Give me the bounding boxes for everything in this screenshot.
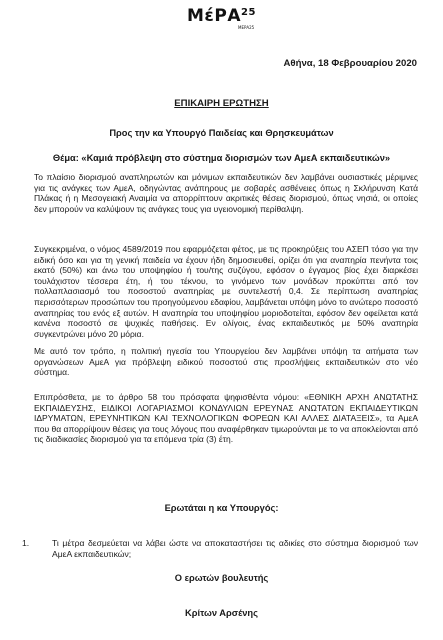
- subject-line: Θέμα: «Καμιά πρόβλεψη στο σύστημα διορισμών των ΑμεΑ εκπαιδευτικών»: [52, 153, 391, 163]
- body-paragraph-2: Συγκεκριμένα, ο νόμος 4589/2019 που εφαρμόζεται φέτος, με τις προκηρύξεις του ΑΣΕΠ τόσο για την ειδική όσο και για τη γενική παιδεία να έχουν ήδη δημοσιευθεί, ορίζει ότι για αναπηρία πενήντα τοις εκατό (50%) και άνω του υποψηφίου ή του/της συζύγου, εφόσον ο έγγαμος βίος έχει διαρκέσει τουλάχιστον τέσσερα έτη, ή του τέκνου, το γινόμενο των μονάδων προκύπτει από τον πολλαπλασιασμό του ποσοστού αναπηρίας με συντελεστή 0,4. Σε περίπτωση αναπηρίας περισσότερων προσώπων του προηγούμενου εδαφίου, λαμβάνεται υπόψη μόνο το ανώτερο ποσοστό αναπηρίας του ενός εξ αυτών. Η αναπηρία του υποψηφίου μοριοδοτείται, εφόσον δεν οφείλεται κατά κανένα ποσοστό σε ψυχικές παθήσεις. Εν ολίγοις, ένας εκπαιδευτικός με 50% αναπηρία συγκεντρώνει μόνο 20 μόρια.: [34, 244, 418, 339]
- document-date: Αθήνα, 18 Φεβρουαρίου 2020: [283, 58, 417, 69]
- document-topic: ΕΠΙΚΑΙΡΗ ΕΡΩΤΗΣΗ: [174, 98, 269, 109]
- logo-text: ΜέΡΑ: [187, 6, 241, 26]
- question-item: [22, 538, 418, 560]
- body-paragraph-1: Το πλαίσιο διορισμού αναπληρωτών και μόνιμων εκπαιδευτικών δεν λαμβάνει ουσιαστικές μέριμνες για τις ανάγκες των ΑμεΑ, οδηγώντας ανάπηρους με σοβαρές ασθένειες όπως η Σκλήρυνση Κατά Πλάκας ή η Μεσογειακή Αναιμία να απορρίπτουν ακριτικές θέσεις διορισμού, όπως νησιά, οι οποίες δεν μπορούν να καλύψουν τις ανάγκες τους για υγειονομική περίθαλψη.: [34, 172, 418, 214]
- body-paragraph-3: Με αυτό τον τρόπο, η πολιτική ηγεσία του Υπουργείου δεν λαμβάνει υπόψη τα αιτήματα των οργανώσεων ΑμεΑ για πρόβλεψη ειδικού ποσοστού στις προσλήψεις εκπαιδευτικών στο νέο σύστημα.: [34, 346, 418, 378]
- question-number: 1.: [22, 538, 30, 548]
- logo-subtext: ΜΕΡΑ25: [238, 25, 255, 30]
- logo-number: 25: [241, 7, 256, 18]
- question-heading: Ερωτάται η κα Υπουργός:: [164, 503, 279, 513]
- question-text: Τι μέτρα δεσμεύεται να λάβει ώστε να αποκαταστήσει τις αδικίες στο σύστημα διορισμού των ΑμεΑ εκπαιδευτικών;: [52, 538, 418, 559]
- signature-title: Ο ερωτών βουλευτής: [174, 573, 269, 583]
- signature-name: Κρίτων Αρσένης: [185, 608, 258, 618]
- body-paragraph-4: Επιπρόσθετα, με το άρθρο 58 του πρόσφατα ψηφισθέντα νόμου: «ΕΘΝΙΚΗ ΑΡΧΗ ΑΝΩΤΑΤΗΣ ΕΚΠΑΙΔΕΥΣΗΣ, ΕΙΔΙΚΟΙ ΛΟΓΑΡΙΑΣΜΟΙ ΚΟΝΔΥΛΙΩΝ ΕΡΕΥΝΑΣ ΑΝΩΤΑΤΩΝ ΕΚΠΑΙΔΕΥΤΙΚΩΝ ΙΔΡΥΜΑΤΩΝ, ΕΡΕΥΝΗΤΙΚΩΝ ΚΑΙ ΤΕΧΝΟΛΟΓΙΚΩΝ ΦΟΡΕΩΝ ΚΑΙ ΑΛΛΕΣ ΔΙΑΤΑΞΕΙΣ», τα ΑμεΑ που θα απορρίψουν θέσεις για τους λόγους που αναφέρθηκαν τιμωρούνται με το να αποκλείονται από τις διαδικασίες διορισμού για τα επόμενα τρία (3) έτη.: [34, 392, 418, 445]
- addressee: Προς την κα Υπουργό Παιδείας και Θρησκευμάτων: [109, 128, 334, 138]
- mera25-logo: [187, 6, 256, 30]
